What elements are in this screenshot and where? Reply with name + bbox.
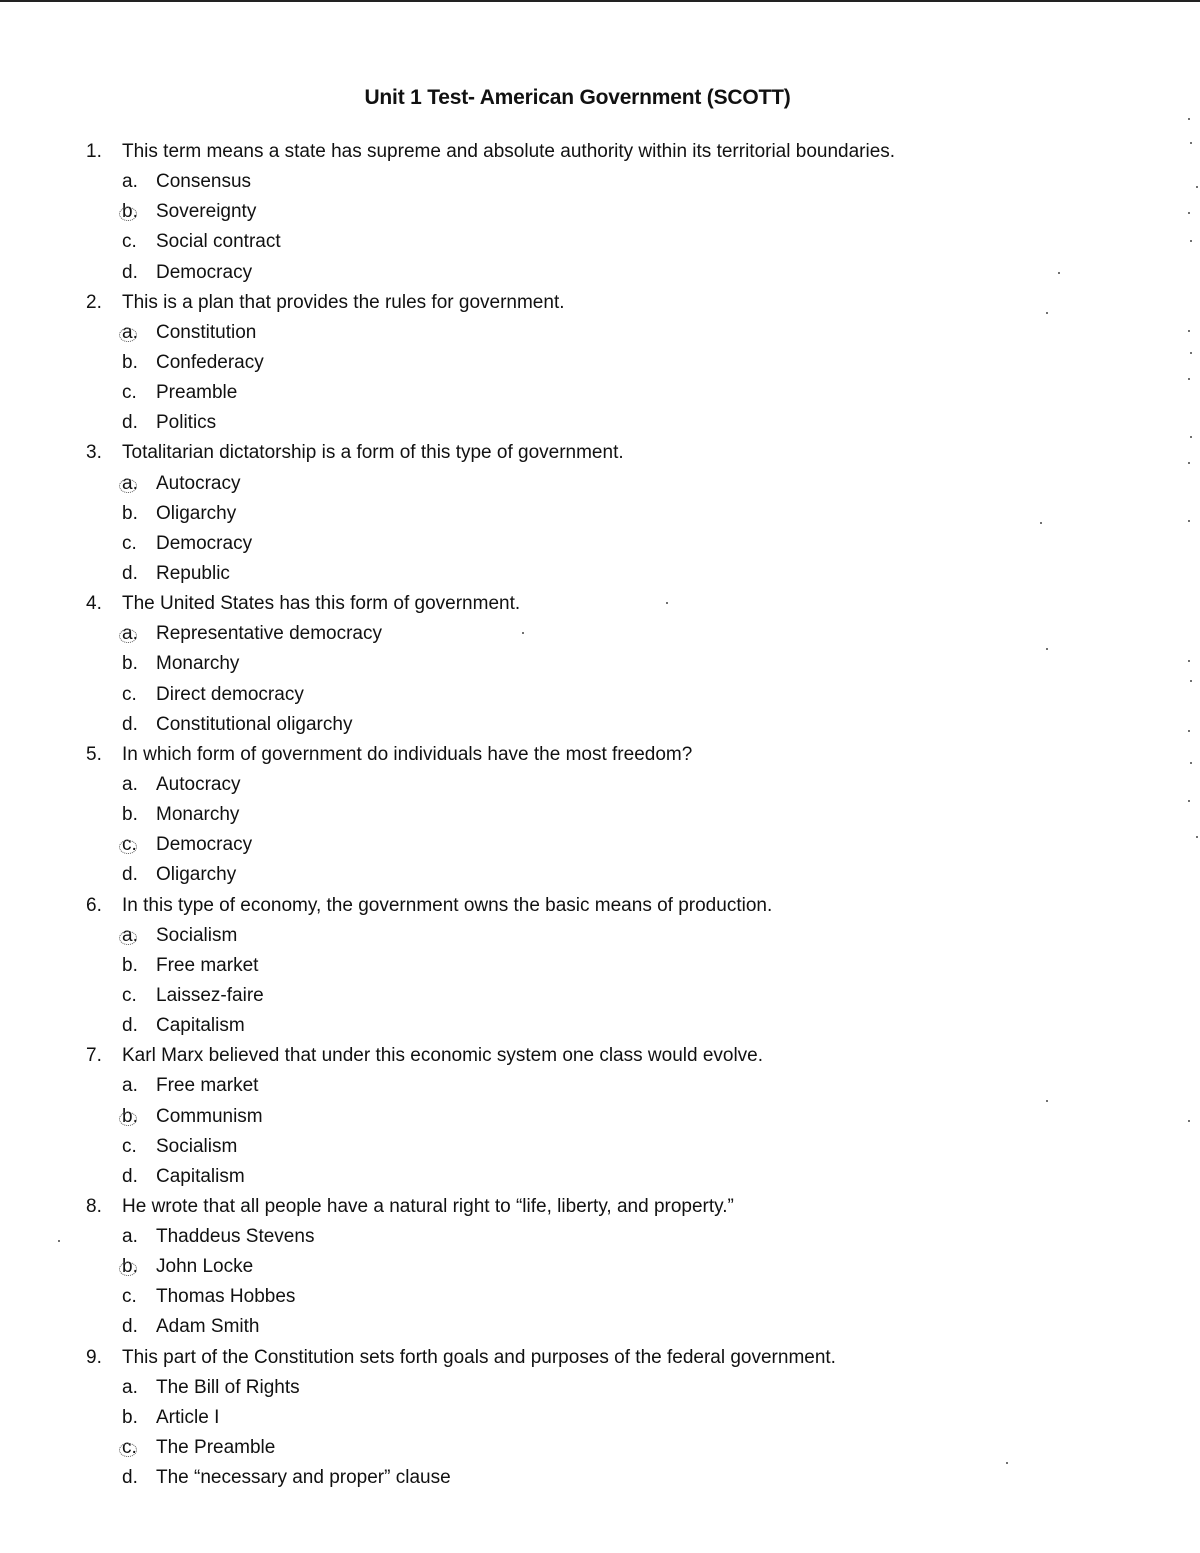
answer-text: Confederacy — [156, 351, 264, 373]
question-text: He wrote that all people have a natural right to “life, liberty, and property.” — [122, 1195, 734, 1217]
answer-text: Free market — [156, 954, 259, 976]
answer-text: Socialism — [156, 1135, 238, 1157]
question-number: 7. — [86, 1045, 102, 1067]
marked-answer-letter: a. — [122, 921, 156, 951]
question-item — [86, 137, 1146, 288]
question-item — [86, 740, 1146, 891]
answer-text: Autocracy — [156, 472, 241, 494]
answer-text: Autocracy — [156, 773, 241, 795]
scan-speck — [1188, 800, 1190, 802]
answer-option — [86, 469, 1146, 499]
answer-text: Socialism — [156, 924, 238, 946]
answer-option — [86, 1282, 1146, 1312]
scan-speck — [1190, 680, 1192, 682]
question-number: 4. — [86, 593, 102, 615]
answer-letter: d. — [122, 1467, 138, 1489]
answer-letter: c. — [122, 1286, 137, 1308]
answer-text: Democracy — [156, 261, 253, 283]
answer-text: Article I — [156, 1406, 220, 1428]
question-number: 2. — [86, 291, 102, 313]
scan-speck — [1196, 186, 1198, 188]
scan-speck — [1188, 462, 1190, 464]
answer-text: The “necessary and proper” clause — [156, 1467, 451, 1489]
question-line — [86, 288, 1146, 318]
answer-letter: d. — [122, 1165, 138, 1187]
answer-letter: c. — [122, 382, 137, 404]
scan-speck — [1046, 1100, 1048, 1102]
answer-letter: a. — [122, 1376, 138, 1398]
scan-speck — [1188, 660, 1190, 662]
answer-letter: c. — [122, 532, 137, 554]
question-number: 1. — [86, 141, 102, 162]
scan-speck — [1188, 330, 1190, 332]
answer-letter: a. — [122, 171, 138, 193]
question-item — [86, 1041, 1146, 1192]
answer-text: The Bill of Rights — [156, 1376, 300, 1398]
marked-answer-letter: a. — [122, 318, 156, 348]
question-line — [86, 891, 1146, 921]
question-list — [86, 137, 1146, 1493]
answer-option — [86, 1403, 1146, 1433]
answer-option — [86, 770, 1146, 800]
answer-text: Social contract — [156, 231, 281, 253]
answer-option — [86, 529, 1146, 559]
answer-letter: d. — [122, 1015, 138, 1037]
answer-text: Communism — [156, 1105, 263, 1127]
scan-speck — [1190, 240, 1192, 242]
answer-option — [86, 1222, 1146, 1252]
question-text: This is a plan that provides the rules for government. — [122, 291, 565, 313]
question-item — [86, 438, 1146, 589]
answer-letter: d. — [122, 412, 138, 434]
answer-option — [86, 1132, 1146, 1162]
answer-text: Oligarchy — [156, 502, 237, 524]
answer-letter: d. — [122, 713, 138, 735]
answer-option — [86, 1162, 1146, 1192]
answer-option — [86, 981, 1146, 1011]
scan-speck — [58, 1240, 60, 1242]
answer-letter: b. — [122, 502, 138, 524]
answer-text: Republic — [156, 562, 230, 584]
scan-speck — [1190, 762, 1192, 764]
question-line — [86, 438, 1146, 468]
answer-text: Preamble — [156, 382, 238, 404]
question-number: 8. — [86, 1195, 102, 1217]
answer-option — [86, 559, 1146, 589]
question-number: 6. — [86, 894, 102, 916]
answer-text: John Locke — [156, 1256, 254, 1278]
question-text: This part of the Constitution sets forth goals and purposes of the federal government. — [122, 1346, 836, 1368]
answer-option — [86, 951, 1146, 981]
answer-option — [86, 1071, 1146, 1101]
answer-option — [86, 830, 1146, 860]
answer-option — [86, 499, 1146, 529]
answer-text: The Preamble — [156, 1437, 276, 1459]
question-line — [86, 1192, 1146, 1222]
scan-speck — [1046, 312, 1048, 314]
question-text: The United States has this form of government. — [122, 593, 521, 615]
answer-option — [86, 408, 1146, 438]
answer-option — [86, 1463, 1146, 1493]
answer-option — [86, 197, 1146, 227]
scan-speck — [1190, 352, 1192, 354]
answer-option — [86, 710, 1146, 740]
scan-speck — [666, 602, 668, 604]
answer-letter: b. — [122, 653, 138, 675]
question-number: 5. — [86, 743, 102, 765]
question-item — [86, 1192, 1146, 1343]
question-line — [86, 137, 1146, 167]
answer-text: Monarchy — [156, 804, 240, 826]
answer-option — [86, 649, 1146, 679]
scan-speck — [522, 632, 524, 634]
answer-text: Constitution — [156, 321, 257, 343]
answer-text: Sovereignty — [156, 201, 257, 223]
answer-letter: c. — [122, 683, 137, 705]
answer-letter: d. — [122, 562, 138, 584]
question-number: 3. — [86, 442, 102, 464]
scan-speck — [1190, 142, 1192, 144]
question-line — [86, 1343, 1146, 1373]
answer-option — [86, 1312, 1146, 1342]
answer-option — [86, 1011, 1146, 1041]
answer-letter: c. — [122, 1135, 137, 1157]
answer-option — [86, 167, 1146, 197]
answer-text: Politics — [156, 412, 217, 434]
question-item — [86, 288, 1146, 439]
answer-text: Direct democracy — [156, 683, 304, 705]
answer-letter: b. — [122, 804, 138, 826]
question-line — [86, 1041, 1146, 1071]
answer-text: Capitalism — [156, 1015, 245, 1037]
question-item — [86, 891, 1146, 1042]
answer-option — [86, 619, 1146, 649]
answer-option — [86, 921, 1146, 951]
answer-option — [86, 1433, 1146, 1463]
answer-letter: c. — [122, 984, 137, 1006]
answer-text: Laissez-faire — [156, 984, 264, 1006]
answer-letter: b. — [122, 351, 138, 373]
answer-option — [86, 348, 1146, 378]
answer-letter: b. — [122, 1406, 138, 1428]
scan-speck — [1188, 520, 1190, 522]
marked-answer-letter: c. — [122, 1433, 156, 1463]
question-number: 9. — [86, 1346, 102, 1368]
question-text: Karl Marx believed that under this economic system one class would evolve. — [122, 1045, 764, 1067]
answer-option — [86, 1252, 1146, 1282]
question-text: In this type of economy, the government owns the basic means of production. — [122, 894, 773, 916]
answer-letter: d. — [122, 864, 138, 886]
question-line — [86, 589, 1146, 619]
answer-letter: a. — [122, 1226, 138, 1248]
question-text: In which form of government do individuals have the most freedom? — [122, 743, 693, 765]
answer-option — [86, 378, 1146, 408]
page-title: Unit 1 Test- American Government (SCOTT) — [364, 86, 791, 109]
answer-letter: b. — [122, 954, 138, 976]
answer-letter: d. — [122, 1316, 138, 1338]
answer-option — [86, 1102, 1146, 1132]
answer-letter: a. — [122, 773, 138, 795]
answer-letter: d. — [122, 261, 138, 283]
question-item — [86, 1343, 1146, 1494]
scan-speck — [1040, 522, 1042, 524]
scan-speck — [1196, 836, 1198, 838]
answer-text: Constitutional oligarchy — [156, 713, 353, 735]
answer-text: Capitalism — [156, 1165, 245, 1187]
marked-answer-letter: b. — [122, 1102, 156, 1132]
marked-answer-letter: c. — [122, 830, 156, 860]
answer-text: Consensus — [156, 171, 252, 193]
answer-text: Monarchy — [156, 653, 240, 675]
marked-answer-letter: b. — [122, 1252, 156, 1282]
answer-text: Oligarchy — [156, 864, 237, 886]
answer-text: Free market — [156, 1075, 259, 1097]
answer-text: Adam Smith — [156, 1316, 260, 1338]
answer-text: Democracy — [156, 834, 253, 856]
answer-option — [86, 318, 1146, 348]
answer-text: Thomas Hobbes — [156, 1286, 296, 1308]
answer-letter: c. — [122, 231, 137, 253]
answer-option — [86, 258, 1146, 288]
scan-speck — [1188, 730, 1190, 732]
answer-text: Democracy — [156, 532, 253, 554]
answer-letter: a. — [122, 1075, 138, 1097]
scan-speck — [1190, 436, 1192, 438]
answer-text: Representative democracy — [156, 623, 382, 645]
answer-option — [86, 227, 1146, 257]
scan-speck — [1188, 1120, 1190, 1122]
scan-speck — [1006, 1462, 1008, 1464]
answer-text: Thaddeus Stevens — [156, 1226, 315, 1248]
marked-answer-letter: b. — [122, 197, 156, 227]
scan-speck — [1188, 378, 1190, 380]
question-item — [86, 589, 1146, 740]
answer-option — [86, 1373, 1146, 1403]
scan-speck — [1058, 272, 1060, 274]
question-text: Totalitarian dictatorship is a form of this type of government. — [122, 442, 624, 464]
question-line — [86, 740, 1146, 770]
question-text: This term means a state has supreme and absolute authority within its territorial boundaries. — [122, 141, 896, 162]
scan-speck — [1188, 212, 1190, 214]
answer-option — [86, 680, 1146, 710]
marked-answer-letter: a. — [122, 469, 156, 499]
scan-speck — [1188, 118, 1190, 120]
answer-option — [86, 800, 1146, 830]
answer-option — [86, 860, 1146, 890]
marked-answer-letter: a. — [122, 619, 156, 649]
scan-speck — [1046, 648, 1048, 650]
